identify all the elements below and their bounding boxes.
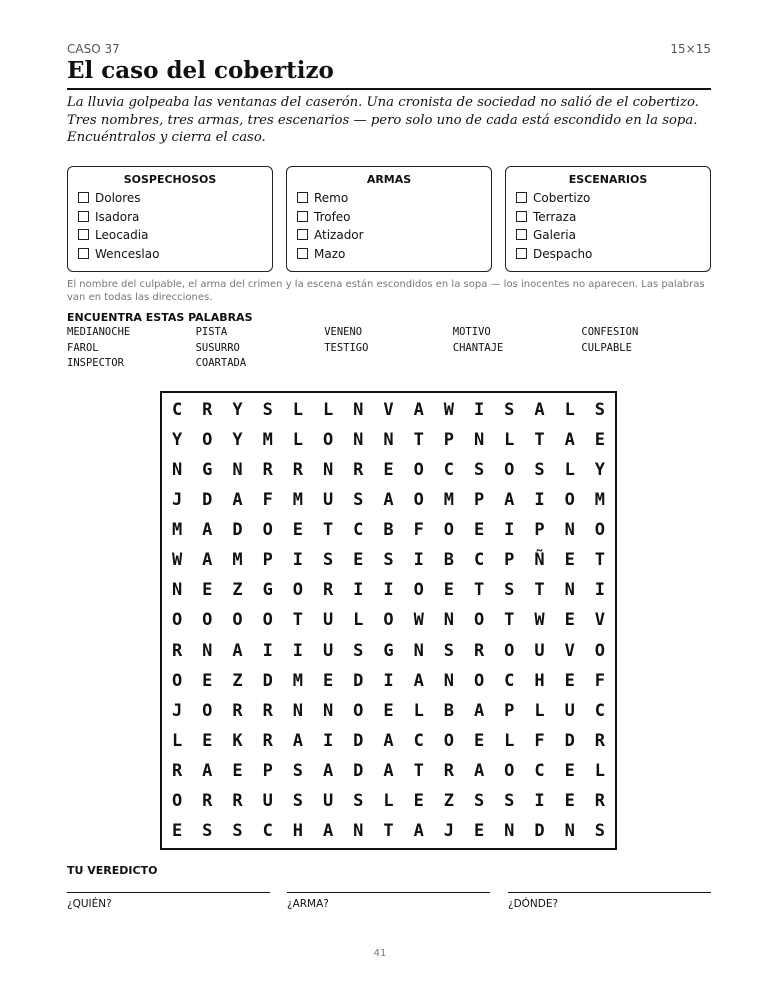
who-answer-line[interactable] bbox=[67, 892, 270, 893]
grid-cell[interactable]: L bbox=[534, 700, 545, 721]
grid-cell[interactable]: S bbox=[262, 400, 273, 421]
grid-cell[interactable]: Z bbox=[443, 790, 455, 811]
grid-cell[interactable]: E bbox=[202, 730, 213, 751]
grid-cell[interactable]: S bbox=[353, 490, 364, 511]
grid-cell[interactable]: O bbox=[473, 670, 485, 691]
grid-cell[interactable]: N bbox=[353, 400, 364, 421]
checkbox-icon[interactable] bbox=[516, 229, 527, 240]
grid-cell[interactable]: L bbox=[171, 730, 183, 751]
grid-cell[interactable]: M bbox=[594, 490, 606, 511]
suspect-item[interactable]: Dolores bbox=[78, 189, 159, 208]
grid-cell[interactable]: O bbox=[202, 610, 213, 631]
grid-cell[interactable]: F bbox=[262, 490, 273, 511]
grid-cell[interactable]: Y bbox=[232, 400, 243, 421]
grid-cell[interactable]: B bbox=[443, 700, 455, 721]
grid-cell[interactable]: S bbox=[504, 790, 515, 811]
grid-cell[interactable]: F bbox=[594, 670, 606, 691]
grid-cell[interactable]: S bbox=[594, 820, 606, 841]
grid-cell[interactable]: W bbox=[413, 610, 424, 631]
grid-cell[interactable]: J bbox=[171, 700, 183, 721]
grid-cell[interactable]: C bbox=[353, 520, 364, 541]
suspect-item[interactable]: Isadora bbox=[78, 208, 159, 227]
checkbox-icon[interactable] bbox=[516, 248, 527, 259]
grid-cell[interactable]: M bbox=[443, 490, 455, 511]
suspects-box bbox=[67, 166, 273, 272]
checkbox-icon[interactable] bbox=[297, 192, 308, 203]
grid-cell[interactable]: L bbox=[322, 400, 334, 421]
grid-cell[interactable]: I bbox=[383, 580, 394, 601]
grid-cell[interactable]: S bbox=[292, 790, 304, 811]
grid-cell[interactable]: V bbox=[564, 640, 575, 661]
grid-cell[interactable]: S bbox=[473, 460, 485, 481]
grid-cell[interactable]: N bbox=[202, 640, 213, 661]
grid-cell[interactable]: L bbox=[564, 400, 575, 421]
grid-cell[interactable]: O bbox=[413, 460, 424, 481]
grid-cell[interactable]: A bbox=[413, 400, 424, 421]
grid-cell[interactable]: N bbox=[232, 460, 243, 481]
grid-cell[interactable]: I bbox=[534, 790, 545, 811]
grid-cell[interactable]: E bbox=[564, 670, 575, 691]
grid-cell[interactable]: E bbox=[171, 820, 183, 841]
grid-cell[interactable]: L bbox=[594, 760, 606, 781]
grid-cell[interactable]: B bbox=[443, 550, 455, 571]
grid-cell[interactable]: L bbox=[383, 790, 394, 811]
grid-cell[interactable]: O bbox=[353, 700, 364, 721]
grid-cell[interactable]: I bbox=[594, 580, 606, 601]
grid-cell[interactable]: C bbox=[534, 760, 545, 781]
grid-cell[interactable]: I bbox=[383, 670, 394, 691]
grid-cell[interactable]: T bbox=[383, 820, 394, 841]
grid-cell[interactable]: T bbox=[534, 580, 545, 601]
word-list-title: ENCUENTRA ESTAS PALABRAS bbox=[67, 311, 253, 324]
grid-cell[interactable]: F bbox=[534, 730, 545, 751]
grid-cell[interactable]: N bbox=[383, 430, 394, 451]
grid-cell[interactable]: D bbox=[353, 760, 364, 781]
grid-cell[interactable]: A bbox=[292, 730, 304, 751]
grid-cell[interactable]: A bbox=[202, 760, 213, 781]
grid-cell[interactable]: S bbox=[534, 460, 545, 481]
intro-text: La lluvia golpeaba las ventanas del caserón. Una cronista de sociedad no salió de el cobertizo. Tres nombres, tres armas, tres escenarios — pero solo uno de cada está escondido en la sopa. Encuéntralos y cierra el caso. bbox=[67, 95, 699, 145]
grid-cell[interactable]: S bbox=[292, 760, 304, 781]
grid-cell[interactable]: S bbox=[353, 790, 364, 811]
grid-cell[interactable]: Z bbox=[232, 580, 243, 601]
grid-cell[interactable]: P bbox=[504, 550, 515, 571]
grid-cell[interactable]: N bbox=[564, 520, 575, 541]
grid-cell[interactable]: A bbox=[383, 760, 394, 781]
grid-cell[interactable]: S bbox=[473, 790, 485, 811]
grid-cell[interactable]: A bbox=[473, 700, 485, 721]
grid-cell[interactable]: L bbox=[504, 430, 515, 451]
grid-cell[interactable]: A bbox=[383, 730, 394, 751]
grid-cell[interactable]: C bbox=[473, 550, 485, 571]
grid-cell[interactable]: N bbox=[171, 460, 183, 481]
grid-cell[interactable]: I bbox=[473, 400, 485, 421]
grid-cell[interactable]: A bbox=[413, 670, 424, 691]
grid-cell[interactable]: P bbox=[443, 430, 455, 451]
grid-cell[interactable]: D bbox=[564, 730, 575, 751]
grid-cell[interactable]: T bbox=[473, 580, 485, 601]
grid-cell[interactable]: V bbox=[383, 400, 394, 421]
grid-cell[interactable]: E bbox=[564, 790, 575, 811]
grid-cell[interactable]: R bbox=[171, 760, 183, 781]
grid-cell[interactable]: W bbox=[534, 610, 545, 631]
grid-cell[interactable]: E bbox=[564, 610, 575, 631]
checkbox-icon[interactable] bbox=[78, 229, 89, 240]
weapon-item[interactable]: Atizador bbox=[297, 226, 364, 245]
scene-item[interactable]: Despacho bbox=[516, 245, 592, 264]
grid-cell[interactable]: D bbox=[353, 730, 364, 751]
grid-cell[interactable]: O bbox=[413, 490, 424, 511]
grid-cell[interactable]: K bbox=[232, 730, 243, 751]
grid-cell[interactable]: G bbox=[202, 460, 213, 481]
grid-cell[interactable]: O bbox=[262, 520, 273, 541]
grid-cell[interactable]: A bbox=[473, 760, 485, 781]
weapons-box bbox=[286, 166, 492, 272]
grid-cell[interactable]: R bbox=[232, 700, 243, 721]
grid-cell[interactable]: P bbox=[262, 550, 273, 571]
grid-cell[interactable]: A bbox=[232, 640, 243, 661]
grid-cell[interactable]: U bbox=[322, 790, 334, 811]
grid-cell[interactable]: C bbox=[594, 700, 606, 721]
grid-cell[interactable]: L bbox=[353, 610, 364, 631]
word-list-item: FAROL bbox=[67, 341, 99, 354]
grid-cell[interactable]: A bbox=[413, 820, 424, 841]
grid-cell[interactable]: S bbox=[504, 400, 515, 421]
grid-cell[interactable]: E bbox=[443, 580, 455, 601]
grid-cell[interactable]: S bbox=[504, 580, 515, 601]
grid-cell[interactable]: R bbox=[594, 790, 606, 811]
checkbox-icon[interactable] bbox=[78, 192, 89, 203]
grid-cell[interactable]: E bbox=[413, 790, 424, 811]
grid-size-label: 15×15 bbox=[670, 42, 711, 56]
grid-cell[interactable]: R bbox=[292, 460, 304, 481]
grid-cell[interactable]: L bbox=[564, 460, 575, 481]
word-list-item: MOTIVO bbox=[452, 326, 491, 338]
grid-cell[interactable]: D bbox=[353, 670, 364, 691]
grid-cell[interactable]: A bbox=[504, 490, 515, 511]
grid-cell[interactable]: E bbox=[594, 430, 606, 451]
grid-cell[interactable]: I bbox=[262, 640, 273, 661]
grid-cell[interactable]: N bbox=[564, 580, 575, 601]
grid-cell[interactable]: M bbox=[232, 550, 243, 571]
grid-cell[interactable]: R bbox=[594, 730, 606, 751]
grid-cell[interactable]: U bbox=[564, 700, 575, 721]
grid-cell[interactable]: W bbox=[443, 400, 455, 421]
grid-cell[interactable]: Y bbox=[594, 460, 606, 481]
grid-cell[interactable]: R bbox=[473, 640, 485, 661]
grid-cell[interactable]: E bbox=[202, 580, 213, 601]
category-boxes bbox=[67, 166, 711, 274]
grid-cell[interactable]: T bbox=[594, 550, 606, 571]
grid-cell[interactable]: I bbox=[504, 520, 515, 541]
grid-cell[interactable]: E bbox=[383, 460, 394, 481]
checkbox-icon[interactable] bbox=[516, 192, 527, 203]
grid-cell[interactable]: M bbox=[292, 490, 304, 511]
grid-cell[interactable]: O bbox=[504, 640, 515, 661]
grid-cell[interactable]: L bbox=[292, 430, 304, 451]
checkbox-icon[interactable] bbox=[297, 211, 308, 222]
grid-cell[interactable]: L bbox=[292, 400, 304, 421]
grid-cell[interactable]: S bbox=[383, 550, 394, 571]
word-list bbox=[67, 326, 711, 373]
grid-cell[interactable]: O bbox=[383, 610, 394, 631]
grid-cell[interactable]: O bbox=[594, 640, 606, 661]
grid-cell[interactable]: U bbox=[322, 610, 334, 631]
grid-cell[interactable]: U bbox=[534, 640, 545, 661]
grid-cell[interactable]: C bbox=[413, 730, 424, 751]
grid-cell[interactable]: R bbox=[262, 460, 273, 481]
grid-cell[interactable]: R bbox=[322, 580, 334, 601]
grid-cell[interactable]: E bbox=[232, 760, 243, 781]
grid-cell[interactable]: L bbox=[504, 730, 515, 751]
weapon-item[interactable]: Mazo bbox=[297, 245, 364, 264]
grid-cell[interactable]: A bbox=[232, 490, 243, 511]
grid-cell[interactable]: O bbox=[413, 580, 424, 601]
letter-grid bbox=[160, 391, 617, 850]
grid-cell[interactable]: R bbox=[232, 790, 243, 811]
grid-cell[interactable]: I bbox=[534, 490, 545, 511]
instructions-note: El nombre del culpable, el arma del crimen y la escena están escondidos en la sopa — los inocentes no aparecen. Las palabras van en todas las direcciones. bbox=[67, 279, 705, 303]
grid-cell[interactable]: T bbox=[534, 430, 545, 451]
grid-cell[interactable]: N bbox=[171, 580, 183, 601]
grid-cell[interactable]: T bbox=[292, 610, 304, 631]
grid-cell[interactable]: E bbox=[473, 820, 485, 841]
scene-item[interactable]: Galeria bbox=[516, 226, 592, 245]
grid-cell[interactable]: O bbox=[232, 610, 243, 631]
who-label: ¿QUIÉN? bbox=[67, 898, 112, 910]
grid-cell[interactable]: N bbox=[353, 430, 364, 451]
grid-cell[interactable]: N bbox=[443, 670, 455, 691]
grid-cell[interactable]: N bbox=[292, 700, 304, 721]
grid-cell[interactable]: M bbox=[292, 670, 304, 691]
grid-cell[interactable]: O bbox=[322, 430, 334, 451]
grid-cell[interactable]: R bbox=[443, 760, 455, 781]
checkbox-icon[interactable] bbox=[297, 248, 308, 259]
grid-cell[interactable]: I bbox=[292, 640, 304, 661]
grid-cell[interactable]: Ñ bbox=[534, 550, 545, 571]
grid-cell[interactable]: A bbox=[202, 520, 213, 541]
grid-cell[interactable]: G bbox=[262, 580, 273, 601]
grid-cell[interactable]: T bbox=[413, 430, 424, 451]
grid-cell[interactable]: I bbox=[292, 550, 304, 571]
checkbox-icon[interactable] bbox=[516, 211, 527, 222]
grid-cell[interactable]: O bbox=[473, 610, 485, 631]
verdict-title: TU VEREDICTO bbox=[67, 864, 158, 877]
grid-cell[interactable]: P bbox=[504, 700, 515, 721]
grid-cell[interactable]: N bbox=[564, 820, 575, 841]
grid-cell[interactable]: C bbox=[262, 820, 273, 841]
checkbox-icon[interactable] bbox=[78, 248, 89, 259]
grid-cell[interactable]: T bbox=[413, 760, 424, 781]
page-title: El caso del cobertizo bbox=[67, 56, 711, 90]
grid-cell[interactable]: O bbox=[171, 790, 183, 811]
grid-cell[interactable]: S bbox=[594, 400, 606, 421]
case-label: CASO 37 bbox=[67, 42, 120, 56]
weapon-item[interactable]: Trofeo bbox=[297, 208, 364, 227]
grid-cell[interactable]: T bbox=[504, 610, 515, 631]
word-list-item: SUSURRO bbox=[195, 341, 240, 354]
grid-cell[interactable]: Z bbox=[232, 670, 243, 691]
word-list-item: CHANTAJE bbox=[452, 341, 504, 354]
word-list-item: CULPABLE bbox=[581, 341, 632, 354]
grid-cell[interactable]: S bbox=[353, 640, 364, 661]
grid-cell[interactable]: N bbox=[504, 820, 515, 841]
scene-item[interactable]: Cobertizo bbox=[516, 189, 592, 208]
grid-cell[interactable]: N bbox=[322, 700, 334, 721]
grid-cell[interactable]: O bbox=[202, 430, 213, 451]
suspect-item[interactable]: Wenceslao bbox=[78, 245, 159, 264]
grid-cell[interactable]: W bbox=[171, 550, 183, 571]
grid-cell[interactable]: A bbox=[534, 400, 545, 421]
grid-cell[interactable]: I bbox=[413, 550, 424, 571]
grid-cell[interactable]: M bbox=[262, 430, 273, 451]
grid-cell[interactable]: M bbox=[171, 520, 183, 541]
weapon-label: ¿ARMA? bbox=[287, 898, 329, 910]
scene-item[interactable]: Terraza bbox=[516, 208, 592, 227]
word-list-item: MEDIANOCHE bbox=[67, 326, 131, 338]
grid-cell[interactable]: E bbox=[322, 670, 334, 691]
grid-cell[interactable]: B bbox=[383, 520, 394, 541]
word-list-item: TESTIGO bbox=[324, 341, 369, 354]
grid-cell[interactable]: A bbox=[322, 820, 334, 841]
grid-cell[interactable]: U bbox=[322, 640, 334, 661]
grid-cell[interactable]: A bbox=[322, 760, 334, 781]
grid-cell[interactable]: E bbox=[473, 730, 485, 751]
grid-cell[interactable]: S bbox=[232, 820, 243, 841]
grid-cell[interactable]: U bbox=[262, 790, 273, 811]
checkbox-icon[interactable] bbox=[78, 211, 89, 222]
weapon-item[interactable]: Remo bbox=[297, 189, 364, 208]
grid-cell[interactable]: N bbox=[322, 460, 334, 481]
grid-cell[interactable]: E bbox=[564, 760, 575, 781]
page-number: 41 bbox=[373, 948, 387, 959]
grid-cell[interactable]: P bbox=[473, 490, 485, 511]
grid-cell[interactable]: O bbox=[202, 700, 213, 721]
scenes-box bbox=[505, 166, 711, 272]
grid-cell[interactable]: O bbox=[504, 460, 515, 481]
suspect-item[interactable]: Leocadia bbox=[78, 226, 159, 245]
grid-cell[interactable]: O bbox=[443, 520, 455, 541]
word-list-item: CONFESION bbox=[581, 326, 639, 338]
grid-cell[interactable]: I bbox=[353, 580, 364, 601]
grid-cell[interactable]: D bbox=[202, 490, 213, 511]
grid-cell[interactable]: E bbox=[473, 520, 485, 541]
grid-cell[interactable]: Y bbox=[171, 430, 183, 451]
grid-cell[interactable]: N bbox=[353, 820, 364, 841]
weapon-answer-line[interactable] bbox=[287, 892, 490, 893]
grid-cell[interactable]: U bbox=[322, 490, 334, 511]
grid-cell[interactable]: D bbox=[232, 520, 243, 541]
grid-cell[interactable]: C bbox=[171, 400, 183, 421]
word-list-item: COARTADA bbox=[195, 357, 247, 369]
grid-cell[interactable]: S bbox=[443, 640, 455, 661]
suspects-header: SOSPECHOSOS bbox=[123, 173, 217, 186]
grid-cell[interactable]: J bbox=[443, 820, 455, 841]
grid-cell[interactable]: R bbox=[202, 790, 213, 811]
grid-cell[interactable]: S bbox=[322, 550, 334, 571]
grid-cell[interactable]: O bbox=[262, 610, 273, 631]
grid-cell[interactable]: R bbox=[262, 700, 273, 721]
grid-cell[interactable]: P bbox=[262, 760, 273, 781]
grid-cell[interactable]: O bbox=[594, 520, 606, 541]
scenes-header: ESCENARIOS bbox=[568, 173, 648, 186]
where-answer-line[interactable] bbox=[508, 892, 711, 893]
grid-cell[interactable]: D bbox=[262, 670, 273, 691]
grid-cell[interactable]: O bbox=[171, 670, 183, 691]
grid-cell[interactable]: R bbox=[202, 400, 213, 421]
grid-cell[interactable]: N bbox=[413, 640, 424, 661]
grid-cell[interactable]: V bbox=[594, 610, 606, 631]
grid-cell[interactable]: O bbox=[443, 730, 455, 751]
grid-cell[interactable]: E bbox=[383, 700, 394, 721]
grid-cell[interactable]: H bbox=[534, 670, 545, 691]
grid-cell[interactable]: N bbox=[443, 610, 455, 631]
grid-cell[interactable]: R bbox=[353, 460, 364, 481]
grid-cell[interactable]: G bbox=[383, 640, 394, 661]
grid-cell[interactable]: N bbox=[473, 430, 485, 451]
grid-cell[interactable]: E bbox=[564, 550, 575, 571]
grid-cell[interactable]: R bbox=[262, 730, 273, 751]
checkbox-icon[interactable] bbox=[297, 229, 308, 240]
grid-cell[interactable]: S bbox=[202, 820, 213, 841]
grid-cell[interactable]: E bbox=[202, 670, 213, 691]
grid-cell[interactable]: P bbox=[534, 520, 545, 541]
where-label: ¿DÓNDE? bbox=[508, 898, 559, 910]
grid-cell[interactable]: A bbox=[564, 430, 575, 451]
grid-cell[interactable]: A bbox=[383, 490, 394, 511]
grid-cell[interactable]: A bbox=[202, 550, 213, 571]
word-list-item: PISTA bbox=[195, 326, 228, 338]
grid-cell[interactable]: C bbox=[443, 460, 455, 481]
grid-cell[interactable]: O bbox=[504, 760, 515, 781]
weapons-header: ARMAS bbox=[366, 173, 412, 186]
grid-cell[interactable]: H bbox=[292, 820, 304, 841]
grid-cell[interactable]: O bbox=[171, 610, 183, 631]
grid-cell[interactable]: C bbox=[504, 670, 515, 691]
word-list-item: VENENO bbox=[324, 326, 363, 338]
grid-cell[interactable]: O bbox=[564, 490, 575, 511]
grid-cell[interactable]: D bbox=[534, 820, 545, 841]
grid-cell[interactable]: T bbox=[322, 520, 334, 541]
grid-cell[interactable]: R bbox=[171, 640, 183, 661]
grid-cell[interactable]: E bbox=[292, 520, 304, 541]
grid-cell[interactable]: F bbox=[413, 520, 424, 541]
word-list-item: INSPECTOR bbox=[67, 357, 124, 369]
grid-cell[interactable]: Y bbox=[232, 430, 243, 451]
grid-cell[interactable]: O bbox=[292, 580, 304, 601]
grid-cell[interactable]: J bbox=[171, 490, 183, 511]
grid-cell[interactable]: I bbox=[322, 730, 334, 751]
grid-cell[interactable]: L bbox=[413, 700, 424, 721]
grid-cell[interactable]: E bbox=[353, 550, 364, 571]
